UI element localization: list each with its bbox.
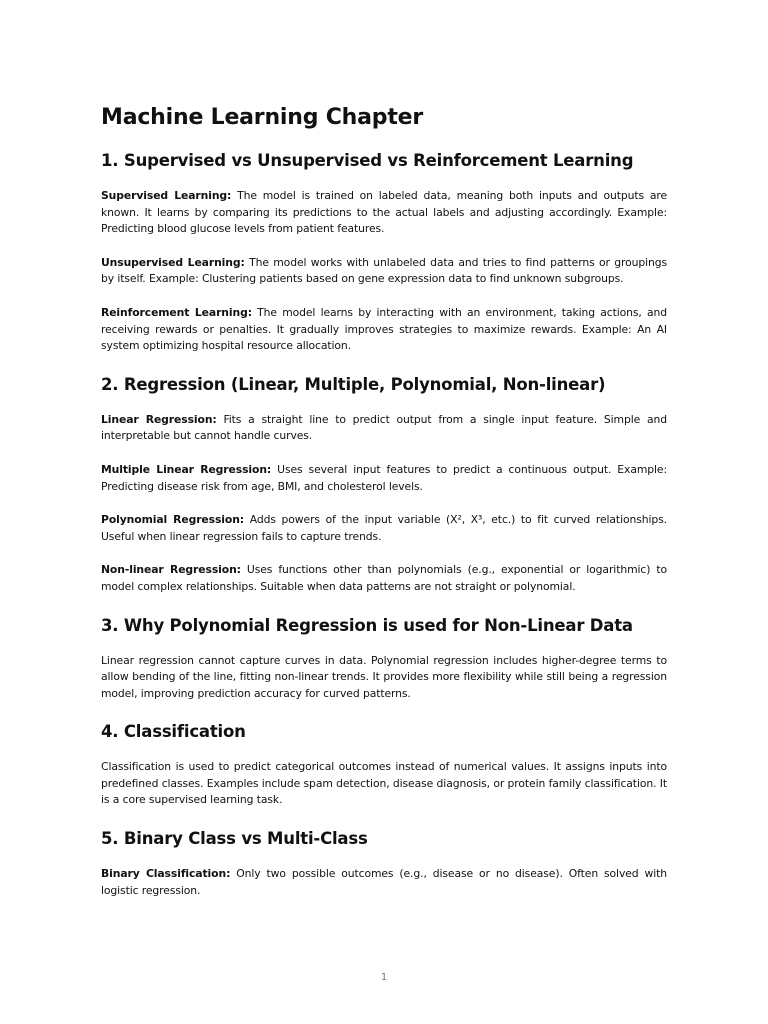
paragraph-text: Uses several input features to predict a continuous output. Example: Predicting disease risk from age, BMI, and cholesterol levels. bbox=[101, 462, 667, 493]
section-3 bbox=[101, 613, 667, 703]
paragraph-text: Classification is used to predict categorical outcomes instead of numerical values. It assigns inputs into predefined classes. Examples include spam detection, disease diagnosis, or protein family classification. It is a core supervised learning task. bbox=[101, 760, 667, 807]
paragraph-text: Linear regression cannot capture curves in data. Polynomial regression includes higher-degree terms to allow bending of the line, fitting non-linear trends. It provides more flexibility while still being a regression model, improving prediction accuracy for curved patterns. bbox=[101, 653, 667, 700]
paragraph-text: Fits a straight line to predict output from a single input feature. Simple and interpretable but cannot handle curves. bbox=[101, 412, 667, 443]
section-heading: 4. Classification bbox=[101, 722, 246, 742]
section-1 bbox=[101, 148, 667, 355]
paragraph-text: Only two possible outcomes (e.g., disease or no disease). Often solved with logistic regression. bbox=[101, 867, 667, 897]
document-title: Machine Learning Chapter bbox=[101, 105, 424, 130]
paragraph-non-linear-regression bbox=[101, 562, 667, 595]
paragraph-unsupervised-learning bbox=[101, 255, 667, 288]
paragraph-classification bbox=[101, 759, 667, 809]
paragraph-polynomial-rationale bbox=[101, 653, 667, 703]
document-page bbox=[101, 102, 667, 916]
page-number: 1 bbox=[380, 972, 388, 983]
paragraph-text: The model works with unlabeled data and tries to find patterns or groupings by itself. Example: Clustering patients based on gene expression data to find unknown subgroups. bbox=[101, 255, 667, 286]
term-label: Unsupervised Learning: bbox=[101, 255, 245, 269]
paragraph-text: The model is trained on labeled data, meaning both inputs and outputs are known. It learns by comparing its predictions to the actual labels and adjusting accordingly. Example: Predicting blood glucose levels from patient features. bbox=[101, 189, 667, 236]
paragraph-binary-classification bbox=[101, 866, 667, 899]
paragraph-text: The model learns by interacting with an environment, taking actions, and receiving rewards or penalties. It gradually improves strategies to maximize rewards. Example: An AI system optimizing hospital resource allocation. bbox=[101, 305, 667, 353]
paragraph-polynomial-regression bbox=[101, 512, 667, 545]
section-5 bbox=[101, 826, 667, 899]
term-label: Binary Classification: bbox=[101, 867, 231, 881]
section-heading: 2. Regression (Linear, Multiple, Polynomial, Non-linear) bbox=[101, 374, 606, 394]
paragraph-reinforcement-learning bbox=[101, 305, 667, 355]
paragraph-supervised-learning bbox=[101, 188, 667, 238]
section-4 bbox=[101, 719, 667, 809]
term-label: Non-linear Regression: bbox=[101, 563, 241, 577]
paragraph-multiple-linear-regression bbox=[101, 462, 667, 495]
paragraph-linear-regression bbox=[101, 412, 667, 445]
term-label: Reinforcement Learning: bbox=[101, 305, 252, 319]
section-heading: 3. Why Polynomial Regression is used for Non-Linear Data bbox=[101, 615, 633, 635]
term-label: Supervised Learning: bbox=[101, 189, 232, 202]
section-heading: 5. Binary Class vs Multi-Class bbox=[101, 829, 368, 849]
paragraph-text: Uses functions other than polynomials (e.g., exponential or logarithmic) to model complex relationships. Suitable when data patterns are not straight or polynomial. bbox=[101, 563, 667, 593]
section-2 bbox=[101, 372, 667, 596]
term-label: Linear Regression: bbox=[101, 412, 217, 426]
term-label: Multiple Linear Regression: bbox=[101, 462, 272, 476]
term-label: Polynomial Regression: bbox=[101, 513, 245, 527]
section-heading: 1. Supervised vs Unsupervised vs Reinforcement Learning bbox=[101, 151, 634, 170]
paragraph-text: Adds powers of the input variable (X², X³, etc.) to fit curved relationships. Useful when linear regression fails to capture trends. bbox=[101, 513, 667, 543]
